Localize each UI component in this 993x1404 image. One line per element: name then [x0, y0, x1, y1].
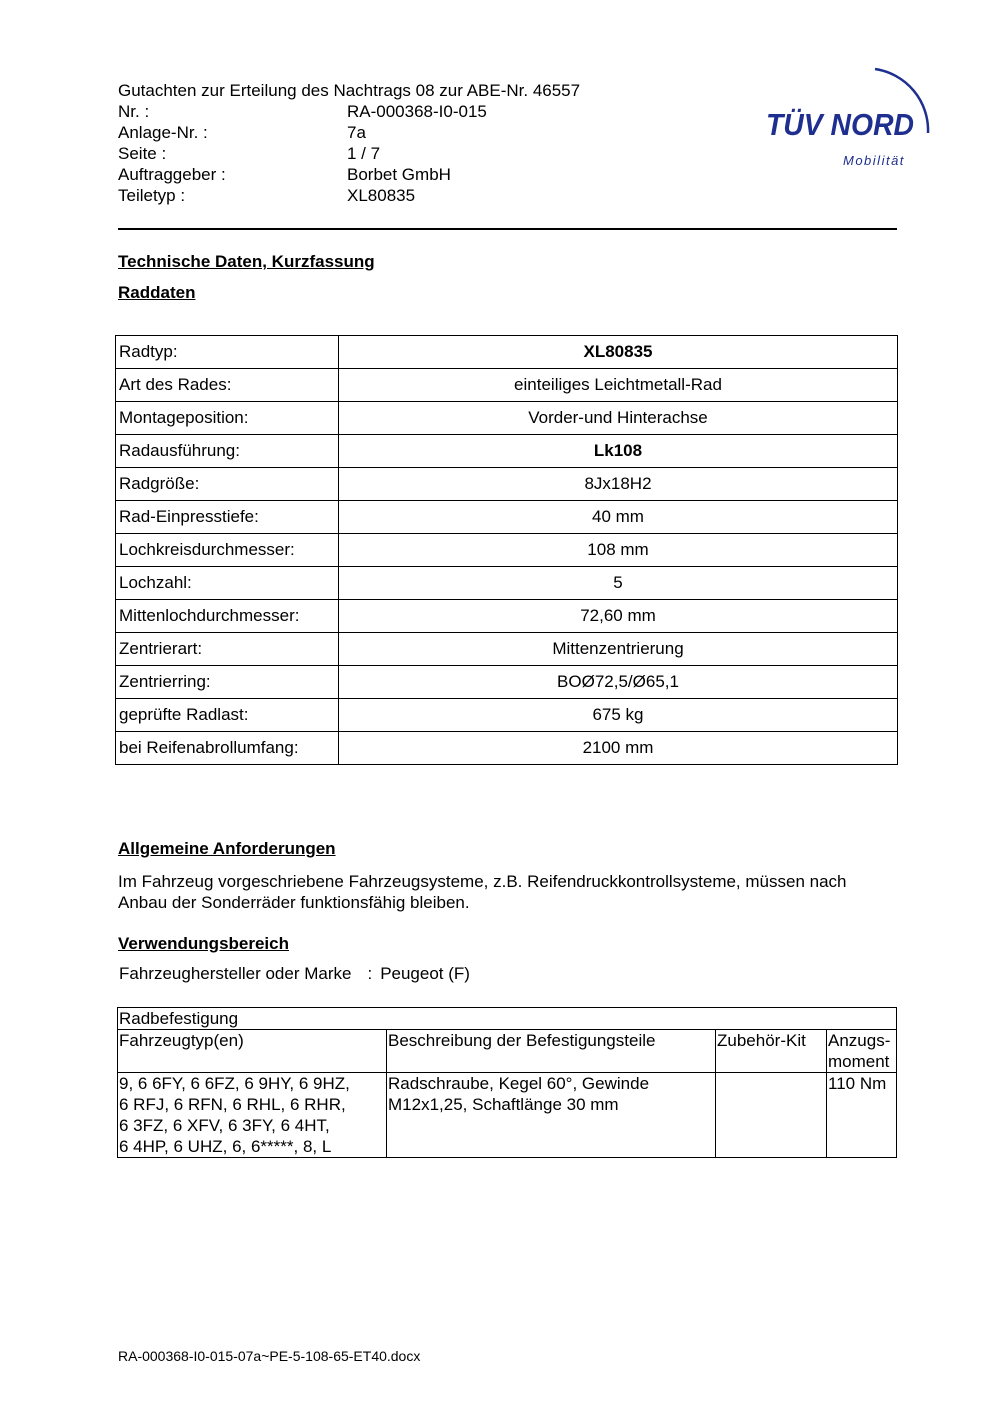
- table-row: [116, 435, 898, 468]
- row-label: Radausführung:: [116, 435, 339, 468]
- row-value: 8Jx18H2: [339, 468, 898, 501]
- cell-beschreibung: [387, 1073, 716, 1158]
- fahrzeugtyp-line: 6 4HP, 6 UHZ, 6, 6*****, 8, L: [119, 1137, 332, 1156]
- row-label: bei Reifenabrollumfang:: [116, 732, 339, 765]
- table-row: [116, 534, 898, 567]
- row-value: einteiliges Leichtmetall-Rad: [339, 369, 898, 402]
- section-heading-technische-daten: Technische Daten, Kurzfassung: [118, 252, 375, 271]
- header-row-auftraggeber: [118, 164, 580, 185]
- hersteller-value: Peugeot (F): [380, 964, 470, 983]
- svg-text:TÜV NORD: TÜV NORD: [766, 107, 914, 142]
- header-row-anlage: [118, 122, 580, 143]
- table-row: [116, 732, 898, 765]
- hersteller-line: [119, 964, 470, 984]
- header-key: Seite :: [118, 144, 167, 163]
- row-label: Radtyp:: [116, 336, 339, 369]
- table-row: [116, 369, 898, 402]
- table-row: [116, 567, 898, 600]
- raddaten-table: [115, 335, 898, 765]
- row-value: 40 mm: [339, 501, 898, 534]
- header-row-seite: [118, 143, 580, 164]
- header-fahrzeugtyp: Fahrzeugtyp(en): [118, 1030, 387, 1073]
- row-value: 72,60 mm: [339, 600, 898, 633]
- row-label: Rad-Einpresstiefe:: [116, 501, 339, 534]
- row-value: Lk108: [339, 435, 898, 468]
- document-header: [118, 80, 580, 206]
- header-zubehoer-kit: Zubehör-Kit: [716, 1030, 827, 1073]
- table-row: [116, 699, 898, 732]
- header-anzugsmoment-line: Anzugs-: [828, 1031, 891, 1050]
- beschreibung-line: Radschraube, Kegel 60°, Gewinde: [388, 1074, 650, 1093]
- fahrzeugtyp-line: 6 3FZ, 6 XFV, 6 3FY, 6 4HT,: [119, 1116, 330, 1135]
- row-label: Montageposition:: [116, 402, 339, 435]
- row-value: XL80835: [339, 336, 898, 369]
- section-heading-verwendungsbereich: Verwendungsbereich: [118, 934, 289, 953]
- radbefestigung-table: [117, 1007, 897, 1158]
- row-label: geprüfte Radlast:: [116, 699, 339, 732]
- table-row: [116, 468, 898, 501]
- row-value: Vorder-und Hinterachse: [339, 402, 898, 435]
- row-label: Lochkreisdurchmesser:: [116, 534, 339, 567]
- cell-anzugsmoment: 110 Nm: [827, 1073, 897, 1158]
- radbefestigung-title: Radbefestigung: [118, 1008, 897, 1030]
- row-label: Mittenlochdurchmesser:: [116, 600, 339, 633]
- section-heading-allgemeine: Allgemeine Anforderungen: [118, 839, 336, 858]
- logo-subtitle: Mobilität: [843, 153, 905, 168]
- header-value: 1 / 7: [347, 144, 381, 163]
- header-row-nr: [118, 101, 580, 122]
- footer-filename: RA-000368-I0-015-07a~PE-5-108-65-ET40.docx: [118, 1348, 421, 1364]
- cell-fahrzeugtypen: [118, 1073, 387, 1158]
- table-row: [116, 666, 898, 699]
- row-value: Mittenzentrierung: [339, 633, 898, 666]
- table-header-row: [118, 1030, 897, 1073]
- row-label: Radgröße:: [116, 468, 339, 501]
- header-value: 7a: [347, 123, 366, 142]
- row-label: Zentrierart:: [116, 633, 339, 666]
- fahrzeugtyp-line: 9, 6 6FY, 6 6FZ, 6 9HY, 6 9HZ,: [119, 1074, 350, 1093]
- header-key: Auftraggeber :: [118, 165, 226, 184]
- hersteller-separator: :: [367, 964, 373, 983]
- header-anzugsmoment-line: moment: [828, 1052, 890, 1071]
- row-value: 2100 mm: [339, 732, 898, 765]
- allgemeine-text: Im Fahrzeug vorgeschriebene Fahrzeugsysteme, z.B. Reifendruckkontrollsysteme, müssen nach Anbau der Sonderräder funktionsfähig bleiben.: [118, 872, 847, 912]
- document-title: Gutachten zur Erteilung des Nachtrags 08 zur ABE-Nr. 46557: [118, 81, 581, 100]
- header-key: Nr. :: [118, 102, 150, 121]
- header-value: XL80835: [347, 186, 416, 205]
- header-row-teiletyp: [118, 185, 580, 206]
- section-heading-raddaten: Raddaten: [118, 283, 196, 302]
- row-value: 5: [339, 567, 898, 600]
- header-key: Anlage-Nr. :: [118, 123, 208, 142]
- table-row: [118, 1008, 897, 1030]
- row-value: 675 kg: [339, 699, 898, 732]
- header-value: RA-000368-I0-015: [347, 102, 487, 121]
- table-row: [116, 402, 898, 435]
- row-value: BOØ72,5/Ø65,1: [339, 666, 898, 699]
- table-row: [116, 600, 898, 633]
- row-value: 108 mm: [339, 534, 898, 567]
- header-key: Teiletyp :: [118, 186, 186, 205]
- header-anzugsmoment: [827, 1030, 897, 1073]
- hersteller-label: Fahrzeughersteller oder Marke: [119, 964, 352, 983]
- row-label: Art des Rades:: [116, 369, 339, 402]
- table-row: [118, 1073, 897, 1158]
- beschreibung-line: M12x1,25, Schaftlänge 30 mm: [388, 1095, 619, 1114]
- header-divider: [118, 228, 897, 230]
- table-row: [116, 633, 898, 666]
- row-label: Zentrierring:: [116, 666, 339, 699]
- header-value: Borbet GmbH: [347, 165, 451, 184]
- table-row: [116, 336, 898, 369]
- cell-zubehoer-kit: [716, 1073, 827, 1158]
- fahrzeugtyp-line: 6 RFJ, 6 RFN, 6 RHL, 6 RHR,: [119, 1095, 346, 1114]
- table-row: [116, 501, 898, 534]
- header-beschreibung: Beschreibung der Befestigungsteile: [387, 1030, 716, 1073]
- tuv-nord-logo: [760, 55, 945, 175]
- row-label: Lochzahl:: [116, 567, 339, 600]
